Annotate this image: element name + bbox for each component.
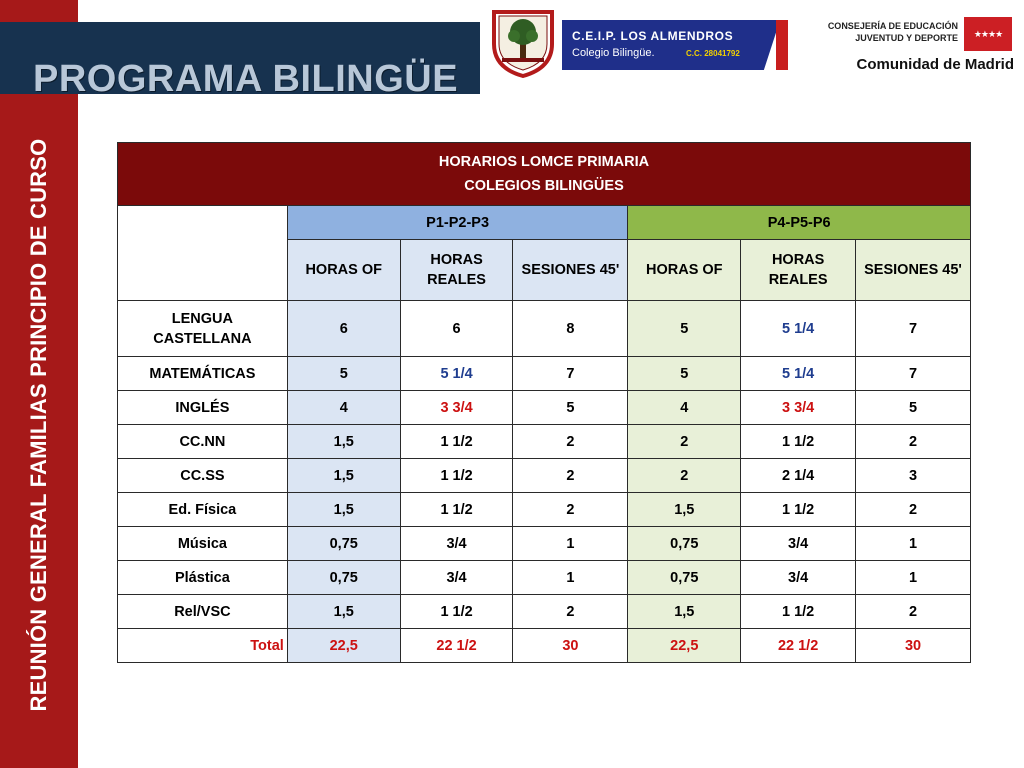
- subject-cell: CC.NN: [118, 425, 288, 459]
- column-header: SESIONES 45': [513, 240, 628, 301]
- schedule-table: [117, 142, 971, 663]
- column-header: SESIONES 45': [856, 240, 971, 301]
- total-label: Total: [118, 629, 288, 663]
- column-header: HORAS REALES: [400, 240, 513, 301]
- total-cell: 30: [856, 629, 971, 663]
- subject-cell: CC.SS: [118, 459, 288, 493]
- page-title: PROGRAMA BILINGÜE: [33, 58, 459, 100]
- total-row: [118, 629, 971, 663]
- table-row: [118, 425, 971, 459]
- cell: 3/4: [741, 527, 856, 561]
- cell: 2: [513, 493, 628, 527]
- cell: 3/4: [741, 561, 856, 595]
- cell: 3/4: [400, 527, 513, 561]
- cell: 5 1/4: [400, 357, 513, 391]
- cell: 2: [628, 459, 741, 493]
- cell: 1,5: [628, 493, 741, 527]
- cell: 3: [856, 459, 971, 493]
- cell: 3 3/4: [400, 391, 513, 425]
- sidebar: [0, 0, 78, 768]
- cell: 5: [287, 357, 400, 391]
- corner-cell: [118, 206, 288, 301]
- madrid-flag-icon: ★★★★: [964, 17, 1012, 51]
- cell: 7: [513, 357, 628, 391]
- cell: 3/4: [400, 561, 513, 595]
- cell: 0,75: [628, 527, 741, 561]
- government-label: [828, 20, 958, 44]
- cell: 2: [628, 425, 741, 459]
- cell: 1 1/2: [741, 425, 856, 459]
- cell: 2: [856, 493, 971, 527]
- cell: 2: [856, 425, 971, 459]
- subject-cell: Ed. Física: [118, 493, 288, 527]
- school-code: C.C. 28041792: [686, 49, 740, 58]
- table-row: [118, 459, 971, 493]
- cell: 1: [856, 527, 971, 561]
- cell: 1 1/2: [741, 493, 856, 527]
- cell: 5: [628, 301, 741, 357]
- table-row: [118, 595, 971, 629]
- cell: 2: [513, 595, 628, 629]
- sidebar-title: REUNIÓN GENERAL FAMILIAS PRINCIPIO DE CURSO: [26, 138, 51, 712]
- cell: 1 1/2: [741, 595, 856, 629]
- cell: 1 1/2: [400, 459, 513, 493]
- subject-cell: LENGUA CASTELLANA: [118, 301, 288, 357]
- cell: 7: [856, 357, 971, 391]
- cell: 1: [513, 561, 628, 595]
- total-cell: 22,5: [628, 629, 741, 663]
- cell: 1,5: [287, 425, 400, 459]
- cell: 4: [287, 391, 400, 425]
- school-subtitle: Colegio Bilingüe.: [572, 47, 655, 59]
- subject-cell: Rel/VSC: [118, 595, 288, 629]
- gov-line2: JUVENTUD Y DEPORTE: [855, 33, 958, 43]
- group-header-p1-p3: P1-P2-P3: [287, 206, 628, 240]
- school-badge: [562, 20, 788, 70]
- cell: 6: [287, 301, 400, 357]
- cell: 2 1/4: [741, 459, 856, 493]
- cell: 1 1/2: [400, 425, 513, 459]
- cell: 6: [400, 301, 513, 357]
- cell: 4: [628, 391, 741, 425]
- cell: 1 1/2: [400, 595, 513, 629]
- cell: 2: [513, 425, 628, 459]
- subject-cell: INGLÉS: [118, 391, 288, 425]
- cell: 2: [856, 595, 971, 629]
- table-title: HORARIOS LOMCE PRIMARIA: [438, 154, 650, 170]
- region-name: Comunidad de Madrid: [856, 56, 1014, 73]
- cell: 1 1/2: [400, 493, 513, 527]
- cell: 0,75: [287, 527, 400, 561]
- cell: 8: [513, 301, 628, 357]
- cell: 0,75: [287, 561, 400, 595]
- school-name: C.E.I.P. LOS ALMENDROS: [572, 29, 734, 43]
- column-header: HORAS OF: [628, 240, 741, 301]
- cell: 1,5: [628, 595, 741, 629]
- cell: 1: [856, 561, 971, 595]
- cell: 1,5: [287, 595, 400, 629]
- group-header-p4-p6: P4-P5-P6: [628, 206, 971, 240]
- table-row: [118, 527, 971, 561]
- table-row: [118, 561, 971, 595]
- cell: 5 1/4: [741, 301, 856, 357]
- cell: 3 3/4: [741, 391, 856, 425]
- table-header: [118, 143, 971, 206]
- column-header: HORAS REALES: [741, 240, 856, 301]
- column-header: HORAS OF: [287, 240, 400, 301]
- cell: 0,75: [628, 561, 741, 595]
- total-cell: 22,5: [287, 629, 400, 663]
- table-row: [118, 301, 971, 357]
- cell: 5: [856, 391, 971, 425]
- cell: 1,5: [287, 459, 400, 493]
- cell: 5: [628, 357, 741, 391]
- cell: 5: [513, 391, 628, 425]
- total-cell: 30: [513, 629, 628, 663]
- cell: 7: [856, 301, 971, 357]
- table-row: [118, 357, 971, 391]
- cell: 2: [513, 459, 628, 493]
- cell: 1,5: [287, 493, 400, 527]
- total-cell: 22 1/2: [400, 629, 513, 663]
- cell: 1: [513, 527, 628, 561]
- title-bar: [0, 22, 480, 100]
- gov-line1: CONSEJERÍA DE EDUCACIÓN: [827, 21, 958, 31]
- total-cell: 22 1/2: [741, 629, 856, 663]
- cell: 5 1/4: [741, 357, 856, 391]
- subject-cell: Plástica: [118, 561, 288, 595]
- table-row: [118, 493, 971, 527]
- subject-cell: MATEMÁTICAS: [118, 357, 288, 391]
- table-subtitle: COLEGIOS BILINGÜES: [464, 178, 624, 194]
- table-row: [118, 391, 971, 425]
- school-crest-icon: [486, 6, 560, 78]
- subject-cell: Música: [118, 527, 288, 561]
